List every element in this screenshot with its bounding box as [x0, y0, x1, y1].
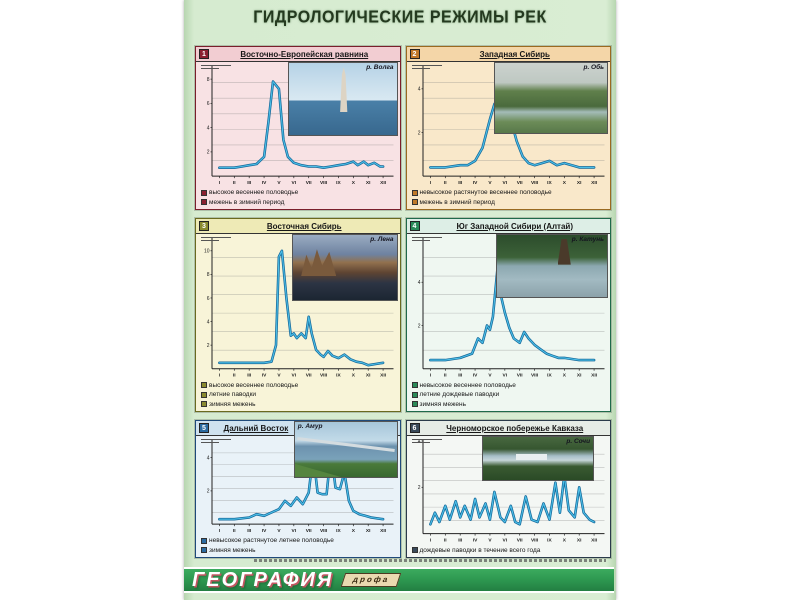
svg-text:II: II [232, 181, 236, 187]
svg-text:X: X [351, 373, 355, 379]
svg-text:II: II [232, 529, 236, 535]
legend-item-label: дождевые паводки в течение всего года [419, 546, 541, 554]
legend-bullet [413, 548, 417, 552]
svg-text:VII: VII [516, 373, 523, 379]
legend [202, 381, 396, 409]
legend-item [202, 400, 396, 409]
panel-number-badge: 1 [199, 49, 209, 59]
svg-text:I: I [429, 373, 431, 379]
legend [202, 188, 396, 207]
panel-title: Юг Западной Сибири (Алтай) [456, 221, 574, 231]
svg-text:I: I [429, 181, 431, 187]
region-panel [195, 420, 401, 558]
river-label: р. Сочи [566, 438, 591, 445]
svg-text:XII: XII [590, 373, 597, 379]
svg-text:VI: VI [502, 538, 507, 544]
axis-unit-label [412, 437, 442, 445]
region-panel [195, 46, 401, 210]
svg-text:I: I [218, 529, 221, 535]
legend-bullet [413, 191, 417, 195]
svg-text:II: II [443, 538, 447, 544]
photo-katun-mountain-river [496, 234, 608, 298]
legend-item-label: зимняя межень [209, 400, 256, 408]
svg-text:II: II [232, 373, 236, 379]
svg-text:II: II [443, 181, 447, 187]
svg-text:2: 2 [206, 149, 210, 156]
svg-text:IX: IX [546, 538, 552, 544]
svg-text:V: V [277, 373, 281, 379]
photo-amur-bridge [294, 421, 398, 478]
panel-number-badge: 4 [410, 221, 420, 231]
photo-shape [297, 437, 394, 452]
legend-bullet [202, 402, 206, 406]
svg-text:XII: XII [590, 538, 597, 544]
legend-bullet [202, 383, 206, 387]
legend-item [202, 536, 396, 545]
legend-item [202, 188, 396, 197]
svg-text:III: III [457, 373, 462, 379]
svg-text:8: 8 [206, 272, 210, 279]
region-panel [195, 218, 401, 412]
svg-text:IV: IV [472, 373, 477, 379]
panels-grid [195, 46, 611, 558]
panel-title: Восточно-Европейская равнина [240, 49, 369, 59]
legend [413, 188, 607, 207]
svg-text:XI: XI [576, 373, 581, 379]
svg-text:4: 4 [206, 319, 210, 326]
legend-item-label: зимняя межень [419, 400, 466, 408]
svg-text:VI: VI [291, 529, 297, 535]
panel-body [198, 234, 398, 379]
svg-text:VII: VII [305, 181, 312, 187]
svg-text:VI: VI [502, 181, 507, 187]
svg-text:4: 4 [417, 86, 420, 93]
publisher-tag: дрофа [341, 573, 402, 587]
svg-text:IV: IV [261, 181, 267, 187]
legend-bullet [202, 191, 206, 195]
panel-title: Западная Сибирь [479, 49, 550, 59]
panel-header [196, 219, 400, 234]
svg-text:XI: XI [365, 373, 371, 379]
legend-item [413, 381, 607, 390]
region-panel [406, 420, 612, 558]
photo-sochi-river [482, 436, 594, 481]
brand-logo: ГЕОГРАФИЯ [192, 569, 334, 591]
legend-item-label: летние дождевые паводки [419, 391, 500, 399]
svg-text:XI: XI [365, 181, 371, 187]
svg-text:III: III [247, 529, 252, 535]
svg-text:VIII: VIII [530, 538, 538, 544]
panel-number-badge: 5 [199, 423, 209, 433]
legend-item-label: высокое весеннее половодье [209, 189, 299, 197]
svg-text:IX: IX [546, 181, 552, 187]
svg-text:VIII: VIII [319, 529, 328, 535]
svg-text:XI: XI [576, 538, 581, 544]
panel-header [196, 47, 400, 62]
panel-body [409, 234, 609, 379]
legend-item-label: невысокое растянутое весеннее половодье [419, 189, 552, 197]
photo-shape [301, 249, 336, 276]
svg-text:III: III [247, 181, 252, 187]
legend-item [202, 198, 396, 207]
legend [413, 546, 607, 555]
svg-text:IX: IX [546, 373, 552, 379]
svg-text:VII: VII [516, 538, 523, 544]
svg-text:V: V [487, 538, 492, 544]
svg-text:IV: IV [472, 181, 477, 187]
svg-text:I: I [218, 181, 221, 187]
panel-header [407, 421, 611, 436]
svg-text:X: X [562, 181, 566, 187]
fine-print-line [254, 559, 606, 562]
photo-shape [295, 460, 341, 476]
svg-text:II: II [443, 373, 447, 379]
brand-bar [184, 567, 614, 593]
photo-shape [516, 454, 547, 460]
legend-bullet [202, 200, 206, 204]
river-label: р. Катунь [571, 236, 604, 243]
legend-item-label: межень в зимний период [419, 198, 495, 206]
svg-text:III: III [247, 373, 252, 379]
svg-text:2: 2 [417, 485, 420, 492]
photo-shape [337, 67, 350, 112]
svg-text:2: 2 [206, 488, 210, 495]
legend-item [202, 381, 396, 390]
region-panel [406, 46, 612, 210]
svg-text:IV: IV [261, 373, 267, 379]
legend-item-label: высокое весеннее половодье [209, 381, 299, 389]
panel-body [409, 436, 609, 544]
river-label: р. Амур [297, 423, 323, 430]
legend-item-label: невысокое весеннее половодье [419, 381, 516, 389]
svg-text:2: 2 [417, 323, 420, 330]
svg-text:VII: VII [305, 373, 312, 379]
legend-item [413, 188, 607, 197]
legend [202, 536, 396, 555]
panel-number-badge: 2 [410, 49, 420, 59]
page-title: ГИДРОЛОГИЧЕСКИЕ РЕЖИМЫ РЕК [253, 8, 547, 27]
poster-sheet [184, 0, 616, 600]
svg-text:IX: IX [336, 373, 341, 379]
svg-text:2: 2 [417, 130, 420, 137]
legend-item-label: невысокое растянутое летнее половодье [209, 537, 334, 545]
photo-lena-pillars [292, 234, 398, 301]
axis-unit-label [412, 235, 442, 243]
panel-number-badge: 3 [199, 221, 209, 231]
panel-title: Дальний Восток [223, 423, 289, 433]
svg-text:VIII: VIII [530, 373, 538, 379]
svg-text:VIII: VIII [319, 181, 328, 187]
svg-text:X: X [562, 373, 566, 379]
legend-item [202, 390, 396, 399]
svg-text:VI: VI [291, 373, 297, 379]
svg-text:6: 6 [206, 295, 210, 302]
svg-text:XII: XII [380, 181, 387, 187]
svg-text:X: X [351, 529, 355, 535]
panel-body [409, 62, 609, 186]
svg-text:VIII: VIII [530, 181, 538, 187]
panel-header [407, 47, 611, 62]
axis-unit-label [201, 437, 231, 445]
svg-text:XI: XI [576, 181, 581, 187]
svg-text:I: I [429, 538, 431, 544]
svg-text:VII: VII [305, 529, 312, 535]
svg-text:IX: IX [336, 529, 341, 535]
svg-text:XI: XI [365, 529, 371, 535]
svg-text:XII: XII [590, 181, 597, 187]
svg-text:V: V [277, 181, 281, 187]
svg-text:4: 4 [206, 455, 210, 462]
svg-text:IV: IV [472, 538, 477, 544]
svg-text:10: 10 [203, 248, 210, 255]
svg-text:4: 4 [417, 280, 420, 287]
legend-bullet [413, 383, 417, 387]
legend-bullet [413, 200, 417, 204]
legend-bullet [202, 548, 206, 552]
svg-text:III: III [457, 181, 462, 187]
legend-item-label: летние паводки [209, 391, 257, 399]
photo-ob-river-valley [494, 62, 608, 134]
svg-text:4: 4 [206, 125, 210, 132]
panel-title: Черноморское побережье Кавказа [446, 423, 584, 433]
legend-bullet [413, 402, 417, 406]
panel-body [198, 62, 398, 186]
svg-text:III: III [457, 538, 462, 544]
legend-item [413, 198, 607, 207]
axis-unit-label [412, 63, 442, 71]
svg-text:V: V [487, 373, 492, 379]
legend-bullet [202, 539, 206, 543]
legend-item [413, 390, 607, 399]
svg-text:6: 6 [206, 101, 210, 108]
river-label: р. Лена [370, 236, 394, 243]
photo-volga-flooded-belfry [288, 62, 398, 136]
photo-shape [558, 239, 571, 265]
svg-text:V: V [277, 529, 281, 535]
svg-text:X: X [562, 538, 566, 544]
svg-text:X: X [351, 181, 355, 187]
legend [413, 381, 607, 409]
svg-text:XII: XII [380, 373, 387, 379]
panel-number-badge: 6 [410, 423, 420, 433]
legend-bullet [202, 393, 206, 397]
legend-bullet [413, 393, 417, 397]
svg-text:VIII: VIII [319, 373, 328, 379]
svg-text:8: 8 [206, 76, 210, 83]
axis-unit-label [201, 235, 231, 243]
panel-title: Восточная Сибирь [266, 221, 342, 231]
legend-item-label: зимняя межень [209, 546, 256, 554]
river-label: р. Обь [583, 64, 604, 71]
svg-text:IX: IX [336, 181, 341, 187]
legend-item [413, 546, 607, 555]
legend-item [413, 400, 607, 409]
legend-item [202, 546, 396, 555]
panel-header [407, 219, 611, 234]
legend-item-label: межень в зимний период [209, 198, 285, 206]
svg-text:VII: VII [516, 181, 523, 187]
axis-unit-label [201, 63, 231, 71]
svg-text:VI: VI [502, 373, 507, 379]
svg-text:V: V [487, 181, 492, 187]
svg-text:VI: VI [291, 181, 297, 187]
svg-text:I: I [218, 373, 221, 379]
svg-text:XII: XII [380, 529, 387, 535]
svg-text:IV: IV [261, 529, 267, 535]
svg-text:2: 2 [206, 342, 210, 349]
river-label: р. Волга [366, 64, 394, 71]
region-panel [406, 218, 612, 412]
